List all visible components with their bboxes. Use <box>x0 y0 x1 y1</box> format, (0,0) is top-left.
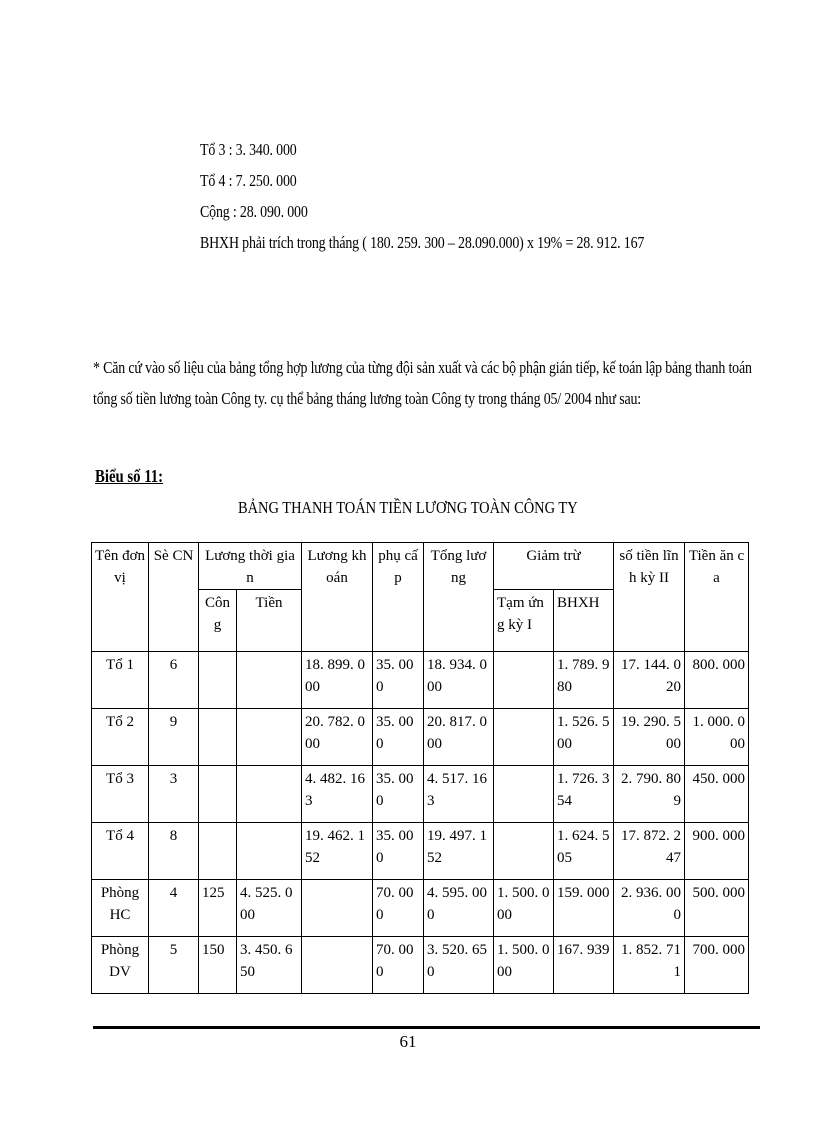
cell-unit: Tổ 1 <box>92 652 149 709</box>
cell-workers: 4 <box>149 880 199 937</box>
cell-received: 17. 872. 247 <box>614 823 685 880</box>
cell-meal: 800. 000 <box>685 652 749 709</box>
cell-bhxh: 1. 726. 354 <box>554 766 614 823</box>
cell-unit: Tổ 4 <box>92 823 149 880</box>
cell-received: 1. 852. 711 <box>614 937 685 994</box>
cell-bhxh: 159. 000 <box>554 880 614 937</box>
calc-line-bhxh: BHXH phải trích trong tháng ( 180. 259. 300 – 28.090.000) x 19% = 28. 912. 167 <box>200 233 645 252</box>
cell-cong <box>199 766 237 823</box>
cell-bhxh: 1. 624. 505 <box>554 823 614 880</box>
cell-total: 19. 497. 152 <box>424 823 494 880</box>
cell-advance: 1. 500. 000 <box>494 937 554 994</box>
table-row <box>92 880 749 937</box>
cell-cong <box>199 823 237 880</box>
header-time-wage: Lương thời gian <box>199 543 302 590</box>
cell-bhxh: 167. 939 <box>554 937 614 994</box>
footer-rule <box>93 1026 760 1029</box>
cell-unit: Phòng HC <box>92 880 149 937</box>
cell-allowance: 35. 000 <box>373 766 424 823</box>
header-piece-wage: Lương khoán <box>302 543 373 652</box>
cell-received: 2. 790. 809 <box>614 766 685 823</box>
cell-meal: 500. 000 <box>685 880 749 937</box>
cell-cong: 125 <box>199 880 237 937</box>
cell-piece <box>302 937 373 994</box>
cell-received: 17. 144. 020 <box>614 652 685 709</box>
cell-cong <box>199 709 237 766</box>
cell-allowance: 70. 000 <box>373 880 424 937</box>
cell-received: 19. 290. 500 <box>614 709 685 766</box>
cell-tien: 3. 450. 650 <box>237 937 302 994</box>
calc-line-to3: Tổ 3 : 3. 340. 000 <box>200 140 297 159</box>
table-row <box>92 937 749 994</box>
cell-cong <box>199 652 237 709</box>
cell-piece <box>302 880 373 937</box>
header-workers: Sè CN <box>149 543 199 652</box>
cell-workers: 8 <box>149 823 199 880</box>
cell-tien <box>237 823 302 880</box>
cell-total: 3. 520. 650 <box>424 937 494 994</box>
cell-advance: 1. 500. 000 <box>494 880 554 937</box>
cell-unit: Tổ 3 <box>92 766 149 823</box>
cell-advance <box>494 709 554 766</box>
cell-allowance: 70. 000 <box>373 937 424 994</box>
cell-allowance: 35. 000 <box>373 823 424 880</box>
cell-piece: 18. 899. 000 <box>302 652 373 709</box>
table-row <box>92 652 749 709</box>
cell-meal: 700. 000 <box>685 937 749 994</box>
cell-total: 4. 517. 163 <box>424 766 494 823</box>
cell-workers: 6 <box>149 652 199 709</box>
cell-workers: 9 <box>149 709 199 766</box>
cell-unit: Tổ 2 <box>92 709 149 766</box>
salary-table <box>91 542 749 994</box>
table-title <box>0 498 816 518</box>
header-meal: Tiền ăn ca <box>685 543 749 652</box>
cell-total: 20. 817. 000 <box>424 709 494 766</box>
header-unit: Tên đơn vị <box>92 543 149 652</box>
form-label: Biểu số 11: <box>95 466 164 486</box>
cell-meal: 1. 000. 000 <box>685 709 749 766</box>
cell-tien <box>237 709 302 766</box>
table-row <box>92 823 749 880</box>
cell-advance <box>494 823 554 880</box>
cell-advance <box>494 652 554 709</box>
cell-bhxh: 1. 789. 980 <box>554 652 614 709</box>
header-allowance: phụ cấp <box>373 543 424 652</box>
cell-unit: Phòng DV <box>92 937 149 994</box>
cell-cong: 150 <box>199 937 237 994</box>
paragraph-line-2: tổng số tiền lương toàn Công ty. cụ thể bảng tháng lương toàn Công ty trong tháng 05/ 2004 như sau: <box>93 389 642 408</box>
cell-piece: 19. 462. 152 <box>302 823 373 880</box>
header-cong: Công <box>199 590 237 652</box>
cell-piece: 20. 782. 000 <box>302 709 373 766</box>
header-tien: Tiền <box>237 590 302 652</box>
header-deductions: Giảm trừ <box>494 543 614 590</box>
cell-bhxh: 1. 526. 500 <box>554 709 614 766</box>
cell-allowance: 35. 000 <box>373 709 424 766</box>
cell-advance <box>494 766 554 823</box>
cell-workers: 5 <box>149 937 199 994</box>
header-advance: Tạm ứng kỳ I <box>494 590 554 652</box>
header-received: số tiền lĩnh kỳ II <box>614 543 685 652</box>
cell-meal: 450. 000 <box>685 766 749 823</box>
cell-total: 18. 934. 000 <box>424 652 494 709</box>
table-row <box>92 709 749 766</box>
cell-tien <box>237 652 302 709</box>
header-bhxh: BHXH <box>554 590 614 652</box>
table-row <box>92 766 749 823</box>
cell-received: 2. 936. 000 <box>614 880 685 937</box>
cell-tien <box>237 766 302 823</box>
table-title-text: BẢNG THANH TOÁN TIỀN LƯƠNG TOÀN CÔNG TY <box>238 498 578 517</box>
paragraph-line-1: * Căn cứ vào số liệu của bảng tổng hợp lương của từng đội sản xuất và các bộ phận gián tiếp, kế toán lập bảng thanh toán <box>93 358 752 377</box>
header-total: Tổng lương <box>424 543 494 652</box>
cell-tien: 4. 525. 000 <box>237 880 302 937</box>
cell-total: 4. 595. 000 <box>424 880 494 937</box>
cell-allowance: 35. 000 <box>373 652 424 709</box>
cell-piece: 4. 482. 163 <box>302 766 373 823</box>
cell-workers: 3 <box>149 766 199 823</box>
calc-line-to4: Tổ 4 : 7. 250. 000 <box>200 171 297 190</box>
cell-meal: 900. 000 <box>685 823 749 880</box>
page-number: 61 <box>399 1032 417 1051</box>
calc-line-total: Cộng : 28. 090. 000 <box>200 202 308 221</box>
